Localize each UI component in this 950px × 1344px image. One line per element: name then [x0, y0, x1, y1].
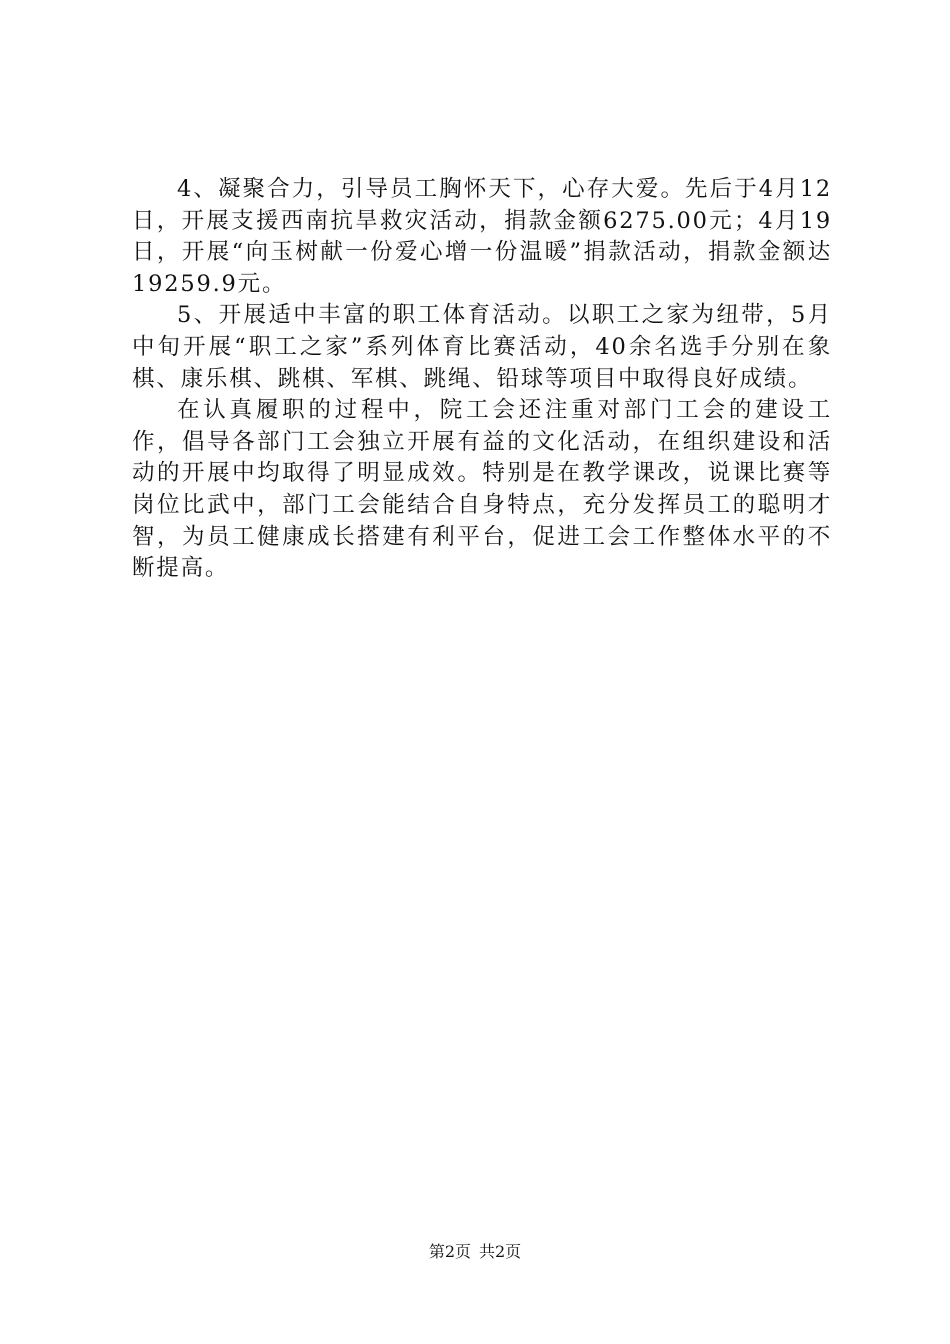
page-footer [0, 1240, 950, 1264]
page-total: 共2页 [479, 1242, 522, 1261]
page-number: 第2页 [428, 1242, 471, 1261]
paragraph-sports-activities: 5、开展适中丰富的职工体育活动。以职工之家为纽带，5月中旬开展“职工之家”系列体育比赛活动，40余名选手分别在象棋、康乐棋、跳棋、军棋、跳绳、铅球等项目中取得良好成绩。 [132, 302, 832, 392]
paragraph-department-union-work: 在认真履职的过程中，院工会还注重对部门工会的建设工作，倡导各部门工会独立开展有益的文化活动，在组织建设和活动的开展中均取得了明显成效。特别是在教学课改，说课比赛等岗位比武中，部门工会能结合自身特点，充分发挥员工的聪明才智，为员工健康成长搭建有利平台，促进工会工作整体水平的不断提高。 [132, 397, 832, 582]
paragraph-donation-activities: 4、凝聚合力，引导员工胸怀天下，心存大爱。先后于4月12日，开展支援西南抗旱救灾活动，捐款金额6275.00元；4月19日，开展“向玉树献一份爱心增一份温暖”捐款活动，捐款金额达19259.9元。 [132, 176, 832, 297]
document-body [132, 174, 832, 585]
